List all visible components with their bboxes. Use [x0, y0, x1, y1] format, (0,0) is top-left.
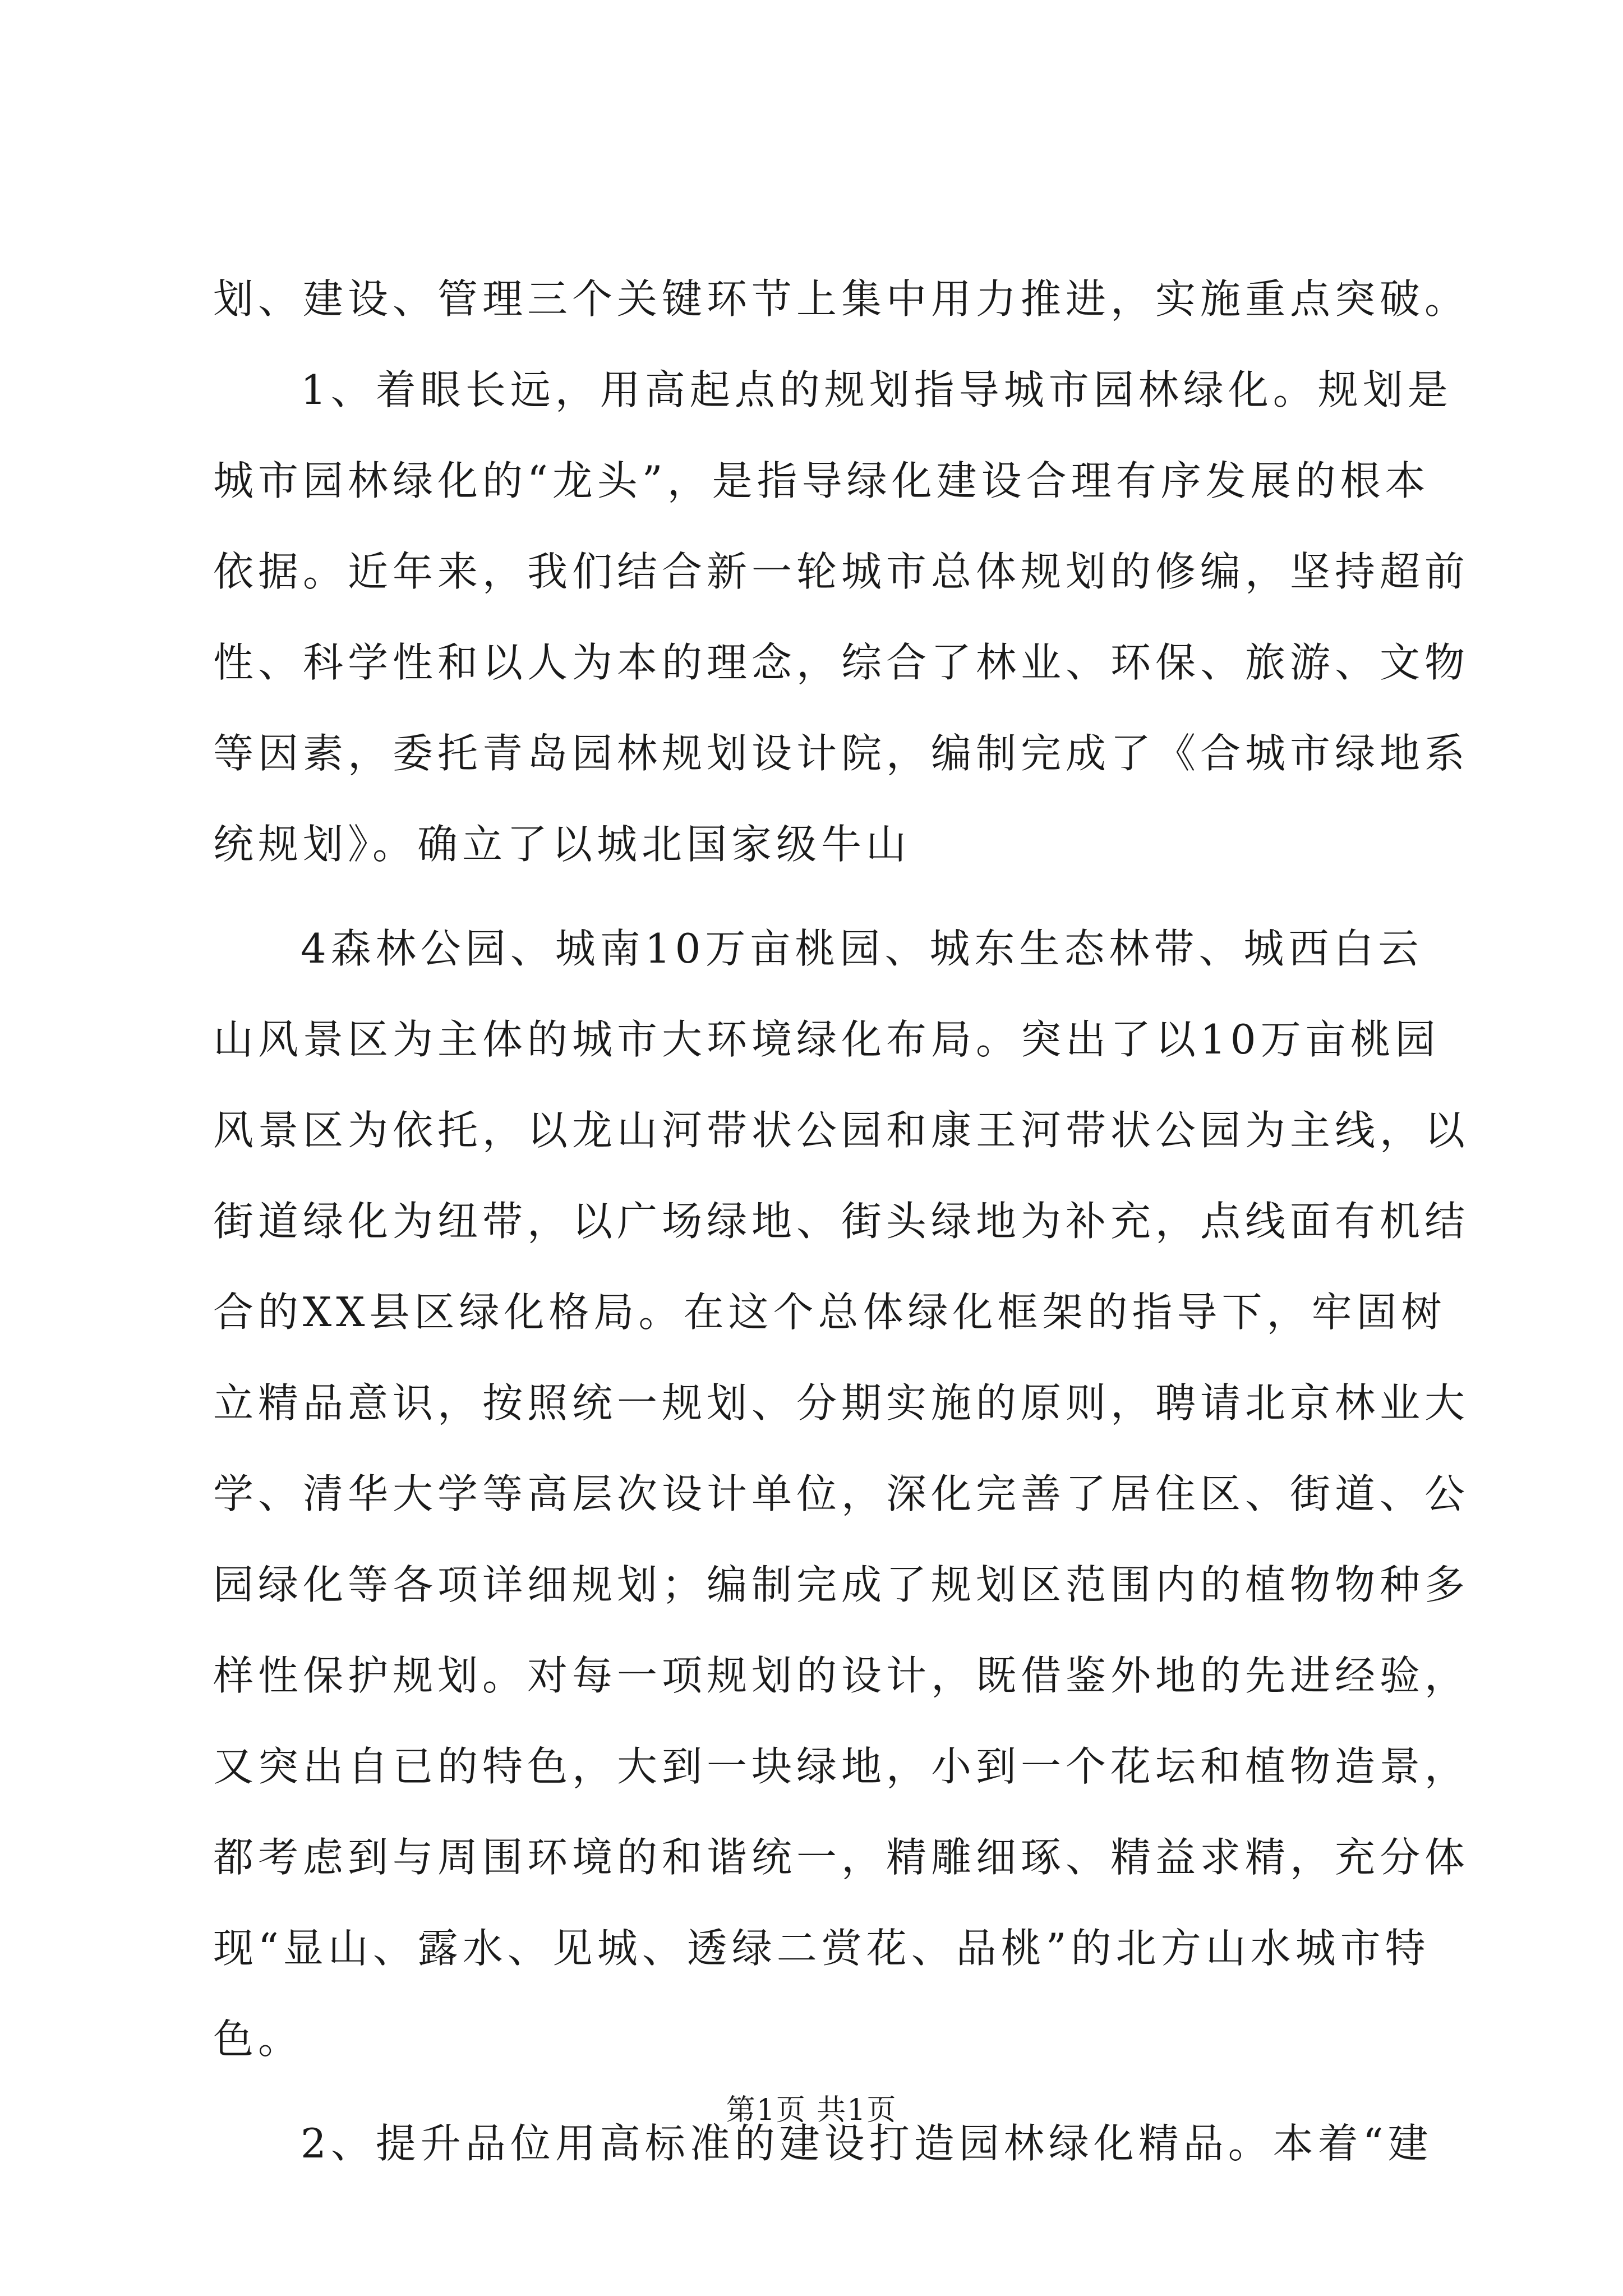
document-body: [213, 254, 1470, 2189]
text-line: 都考虑到与周围环境的和谐统一，精雕细琢、精益求精，充分体: [213, 1834, 1470, 1881]
text-line: 统规划》。确立了以城北国家级牛山: [213, 821, 911, 868]
text-line: 现“显山、露水、见城、透绿二赏花、品桃”的北方山水城市特: [213, 1925, 1430, 1972]
paragraph-start-line: 2、提升品位用高标准的建设打造园林绿化精品。本着“建: [301, 2120, 1433, 2167]
text-line: 园绿化等各项详细规划；编制完成了规划区范围内的植物物种多: [213, 1561, 1470, 1608]
text-line: 性、科学性和以人为本的理念，综合了林业、环保、旅游、文物: [213, 639, 1470, 686]
text-line: 街道绿化为纽带，以广场绿地、街头绿地为补充，点线面有机结: [213, 1198, 1470, 1245]
page-number-footer: 第1页 共1页: [726, 2093, 897, 2127]
paragraph-start-line: 1、着眼长远，用高起点的规划指导城市园林绿化。规划是: [301, 366, 1453, 413]
text-line: 山风景区为主体的城市大环境绿化布局。突出了以10万亩桃园: [213, 1016, 1440, 1063]
text-line: 城市园林绿化的“龙头”，是指导绿化建设合理有序发展的根本: [213, 457, 1430, 504]
text-line: 立精品意识，按照统一规划、分期实施的原则，聘请北京林业大: [213, 1379, 1470, 1427]
text-line: 又突出自已的特色，大到一块绿地，小到一个花坛和植物造景，: [213, 1743, 1470, 1790]
text-line: 学、清华大学等高层次设计单位，深化完善了居住区、街道、公: [213, 1470, 1470, 1517]
text-line: 样性保护规划。对每一项规划的设计，既借鉴外地的先进经验，: [213, 1652, 1470, 1699]
text-line: 依据。近年来，我们结合新一轮城市总体规划的修编，坚持超前: [213, 548, 1470, 595]
paragraph-start-line: 4森林公园、城南10万亩桃园、城东生态林带、城西白云: [301, 925, 1423, 972]
text-line: 划、建设、管理三个关键环节上集中用力推进，实施重点突破。: [213, 275, 1470, 323]
text-line: 色。: [213, 2016, 303, 2063]
text-line: 风景区为依托，以龙山河带状公园和康王河带状公园为主线，以: [213, 1107, 1470, 1154]
text-line: 等因素，委托青岛园林规划设计院，编制完成了《合城市绿地系: [213, 730, 1470, 777]
text-line: 合的XX县区绿化格局。在这个总体绿化框架的指导下，牢固树: [213, 1289, 1446, 1336]
